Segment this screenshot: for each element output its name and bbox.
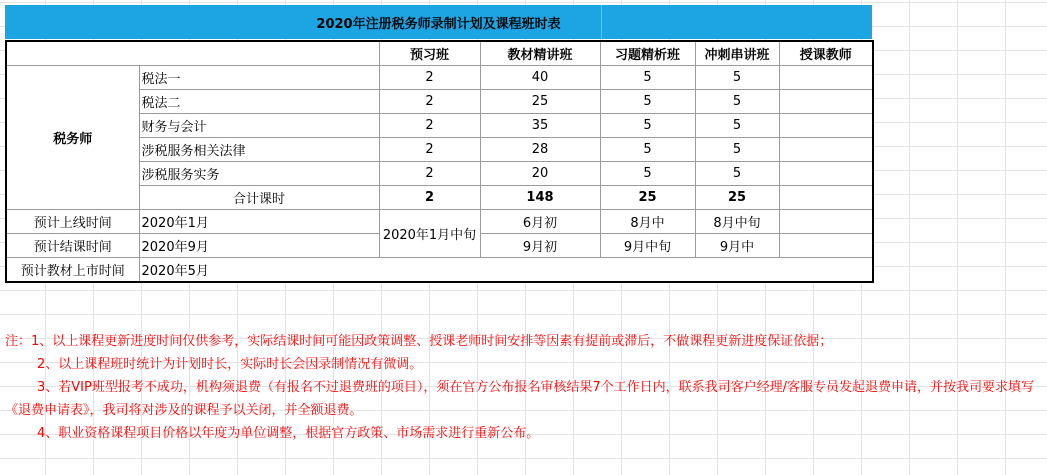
sprint-cell[interactable]: 5: [695, 90, 779, 114]
header-row: [6, 41, 873, 66]
note-3: [5, 376, 1045, 422]
header-preview[interactable]: 预习班: [379, 41, 480, 66]
teacher-cell[interactable]: [779, 162, 873, 186]
preview-cell[interactable]: 2: [379, 90, 480, 114]
preview-cell[interactable]: 2: [379, 138, 480, 162]
end-value[interactable]: 2020年9月: [139, 234, 379, 258]
header-sprint[interactable]: 冲刺串讲班: [695, 41, 779, 66]
total-textbook[interactable]: 148: [480, 186, 600, 210]
table-row: [6, 66, 873, 90]
exercise-cell[interactable]: 5: [600, 162, 695, 186]
textbook-cell[interactable]: 35: [480, 114, 600, 138]
end-exercise[interactable]: 9月中旬: [600, 234, 695, 258]
textbook-cell[interactable]: 25: [480, 90, 600, 114]
table-title-text: 2020年注册税务师录制计划及课程班时表: [316, 16, 561, 32]
textbook-cell[interactable]: 28: [480, 138, 600, 162]
end-textbook[interactable]: 9月初: [480, 234, 600, 258]
teacher-cell[interactable]: [779, 90, 873, 114]
sprint-cell[interactable]: 5: [695, 138, 779, 162]
group-label[interactable]: 税务师: [6, 66, 139, 210]
total-label[interactable]: 合计课时: [139, 186, 379, 210]
textbook-cell[interactable]: 40: [480, 66, 600, 90]
header-blank[interactable]: [6, 41, 379, 66]
end-sprint[interactable]: 9月中: [695, 234, 779, 258]
market-row: [6, 258, 873, 283]
subject-name[interactable]: 税法二: [139, 90, 379, 114]
online-label[interactable]: 预计上线时间: [6, 210, 139, 234]
market-value[interactable]: 2020年5月: [139, 258, 873, 283]
online-row: [6, 210, 873, 234]
sprint-cell[interactable]: 5: [695, 114, 779, 138]
subject-name[interactable]: 税法一: [139, 66, 379, 90]
end-teacher[interactable]: [779, 234, 873, 258]
online-exercise[interactable]: 8月中: [600, 210, 695, 234]
subject-name[interactable]: 财务与会计: [139, 114, 379, 138]
end-label[interactable]: 预计结课时间: [6, 234, 139, 258]
exercise-cell[interactable]: 5: [600, 114, 695, 138]
sprint-cell[interactable]: 5: [695, 162, 779, 186]
header-exercise[interactable]: 习题精析班: [600, 41, 695, 66]
textbook-cell[interactable]: 20: [480, 162, 600, 186]
notes-block: [5, 330, 1045, 445]
exercise-cell[interactable]: 5: [600, 138, 695, 162]
header-teacher[interactable]: 授课教师: [779, 41, 873, 66]
table-title: [5, 5, 872, 39]
online-textbook[interactable]: 6月初: [480, 210, 600, 234]
online-sprint[interactable]: 8月中旬: [695, 210, 779, 234]
total-teacher[interactable]: [779, 186, 873, 210]
subject-name[interactable]: 涉税服务实务: [139, 162, 379, 186]
plan-table: [5, 40, 874, 283]
teacher-cell[interactable]: [779, 66, 873, 90]
header-textbook[interactable]: 教材精讲班: [480, 41, 600, 66]
total-exercise[interactable]: 25: [600, 186, 695, 210]
preview-cell[interactable]: 2: [379, 66, 480, 90]
note-1: 注：1、以上课程更新进度时间仅供参考，实际结课时间可能因政策调整、授课老师时间安排等因素有提前或滞后，不做课程更新进度保证依据；: [5, 334, 833, 349]
teacher-cell[interactable]: [779, 138, 873, 162]
sprint-cell[interactable]: 5: [695, 66, 779, 90]
exercise-cell[interactable]: 5: [600, 90, 695, 114]
total-sprint[interactable]: 25: [695, 186, 779, 210]
online-teacher[interactable]: [779, 210, 873, 234]
market-label[interactable]: 预计教材上市时间: [6, 258, 139, 283]
online-value[interactable]: 2020年1月: [139, 210, 379, 234]
exercise-cell[interactable]: 5: [600, 66, 695, 90]
preview-cell[interactable]: 2: [379, 162, 480, 186]
note-3-text: 3、若VIP班型报考不成功，机构须退费（有报名不过退费班的项目），须在官方公布报名审核结果7个工作日内，联系我司客户经理/客服专员发起退费申请，并按我司要求填写《退费申请表》，我司将对涉及的课程予以关闭，并全额退费。: [5, 380, 1034, 418]
preview-cell[interactable]: 2: [379, 114, 480, 138]
teacher-cell[interactable]: [779, 114, 873, 138]
note-4: 4、职业资格课程项目价格以年度为单位调整，根据官方政策、市场需求进行重新公布。: [37, 426, 540, 441]
total-preview[interactable]: 2: [379, 186, 480, 210]
subject-name[interactable]: 涉税服务相关法律: [139, 138, 379, 162]
preview-date-merged[interactable]: 2020年1月中旬: [379, 210, 480, 258]
note-2: 2、以上课程班时统计为计划时长，实际时长会因录制情况有微调。: [37, 357, 423, 372]
